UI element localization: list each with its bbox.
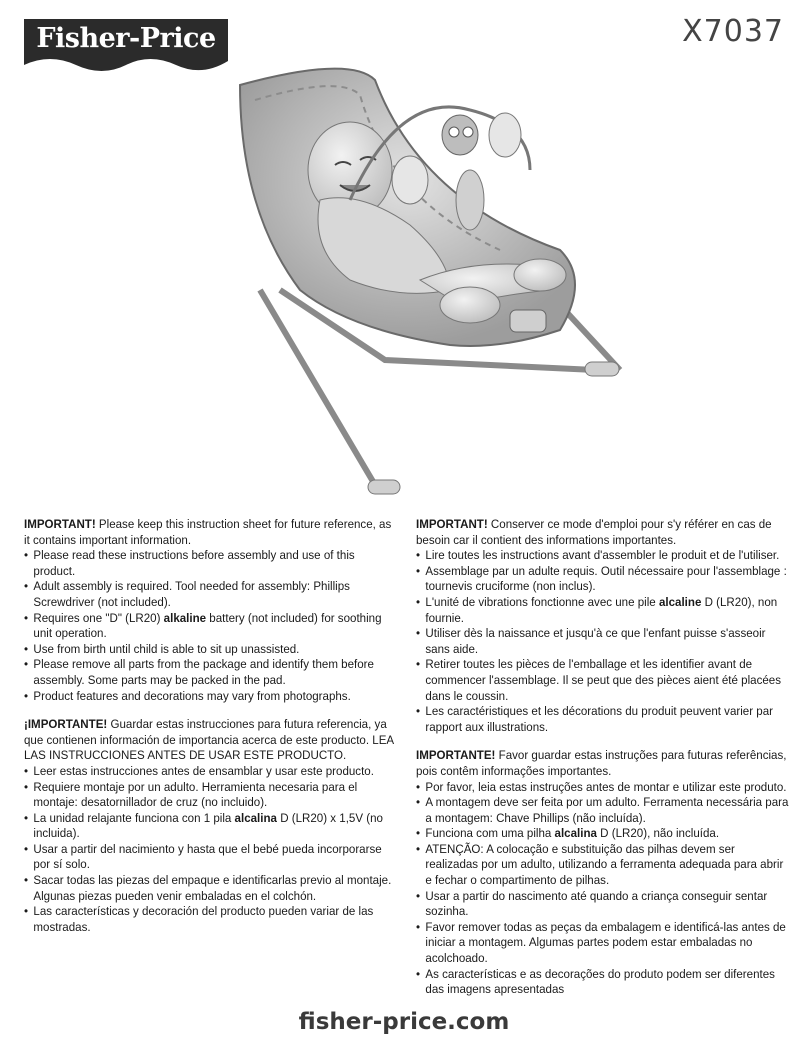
section-portuguese bbox=[416, 748, 790, 998]
logo-text: Fisher-Price bbox=[36, 23, 216, 54]
list-item: • Por favor, leia estas instruções antes de montar e utilizar este produto. bbox=[416, 780, 790, 796]
bullet-list bbox=[24, 764, 398, 936]
section-intro bbox=[416, 517, 790, 548]
column-left bbox=[24, 517, 398, 948]
section-intro bbox=[416, 748, 790, 779]
list-item: • Retirer toutes les pièces de l'emballage et les identifier avant de commencer l'assemblage. Il se peut que des pièces aient été placées dans le coussin. bbox=[416, 657, 790, 704]
section-french bbox=[416, 517, 790, 735]
intro-text: Conserver ce mode d'emploi pour s'y référer en cas de besoin car il contient des informations importantes. bbox=[416, 517, 772, 547]
section-english bbox=[24, 517, 398, 704]
list-item: • Usar a partir do nascimento até quando a criança conseguir sentar sozinha. bbox=[416, 889, 790, 920]
list-item: • Assemblage par un adulte requis. Outil nécessaire pour l'assemblage : tournevis cruciforme (non inclus). bbox=[416, 564, 790, 595]
column-right bbox=[416, 517, 790, 1011]
list-item: • Leer estas instrucciones antes de ensamblar y usar este producto. bbox=[24, 764, 398, 780]
intro-text: Guardar estas instrucciones para futura referencia, ya que contienen información de importancia acerca de este producto. LEA LAS INSTRUCCIONES ANTES DE USAR ESTE PRODUCTO. bbox=[24, 717, 394, 763]
list-item: • Product features and decorations may vary from photographs. bbox=[24, 689, 398, 705]
baby-bouncer-image bbox=[200, 50, 640, 500]
website-url: fisher-price.com bbox=[298, 1009, 510, 1035]
section-spanish bbox=[24, 717, 398, 935]
list-item: • A montagem deve ser feita por um adulto. Ferramenta necessária para a montagem: Chave Phillips (não incluída). bbox=[416, 795, 790, 826]
list-item: • Usar a partir del nacimiento y hasta que el bebé pueda incorporarse por sí solo. bbox=[24, 842, 398, 873]
list-item: • L'unité de vibrations fonctionne avec une pile alcaline D (LR20), non fournie. bbox=[416, 595, 790, 626]
list-item: • Sacar todas las piezas del empaque e identificarlas previo al montaje. Algunas piezas pueden venir embaladas en el colchón. bbox=[24, 873, 398, 904]
list-item: • Requiere montaje por un adulto. Herramienta necesaria para el montaje: desatornillador de cruz (no incluido). bbox=[24, 780, 398, 811]
list-item: • Las características y decoración del producto pueden variar de las mostradas. bbox=[24, 904, 398, 935]
list-item: • Please remove all parts from the package and identify them before assembly. Some parts may be packed in the pad. bbox=[24, 657, 398, 688]
list-item: • ATENÇÃO: A colocação e substituição das pilhas devem ser realizadas por um adulto, utilizando a ferramenta adequada para abrir e fechar o compartimento de pilhas. bbox=[416, 842, 790, 889]
list-item: • Les caractéristiques et les décorations du produit peuvent varier par rapport aux illustrations. bbox=[416, 704, 790, 735]
list-item: • Utiliser dès la naissance et jusqu'à ce que l'enfant puisse s'asseoir sans aide. bbox=[416, 626, 790, 657]
list-item: • Please read these instructions before assembly and use of this product. bbox=[24, 548, 398, 579]
intro-text: Please keep this instruction sheet for future reference, as it contains important information. bbox=[24, 517, 392, 547]
intro-text: Favor guardar estas instruções para futuras referências, pois contêm informações importantes. bbox=[416, 748, 787, 778]
list-item: • As características e as decorações do produto podem ser diferentes das imagens apresentadas bbox=[416, 967, 790, 998]
important-label: IMPORTANT! bbox=[416, 517, 488, 531]
model-number: X7037 bbox=[682, 14, 784, 49]
section-intro bbox=[24, 717, 398, 764]
list-item: • Funciona com uma pilha alcalina D (LR20), não incluída. bbox=[416, 826, 790, 842]
list-item: • Use from birth until child is able to sit up unassisted. bbox=[24, 642, 398, 658]
list-item: • Requires one "D" (LR20) alkaline battery (not included) for soothing unit operation. bbox=[24, 611, 398, 642]
section-intro bbox=[24, 517, 398, 548]
list-item: • Adult assembly is required. Tool needed for assembly: Phillips Screwdriver (not included). bbox=[24, 579, 398, 610]
list-item: • Lire toutes les instructions avant d'assembler le produit et de l'utiliser. bbox=[416, 548, 790, 564]
bullet-list bbox=[24, 548, 398, 704]
important-label: IMPORTANT! bbox=[24, 517, 96, 531]
important-label: IMPORTANTE! bbox=[416, 748, 496, 763]
list-item: • Favor remover todas as peças da embalagem e identificá-las antes de iniciar a montagem. Algumas partes podem estar embaladas no acolchoado. bbox=[416, 920, 790, 967]
list-item: • La unidad relajante funciona con 1 pila alcalina D (LR20) x 1,5V (no incluida). bbox=[24, 811, 398, 842]
important-label: ¡IMPORTANTE! bbox=[24, 717, 108, 732]
bullet-list bbox=[416, 548, 790, 735]
bullet-list bbox=[416, 780, 790, 998]
